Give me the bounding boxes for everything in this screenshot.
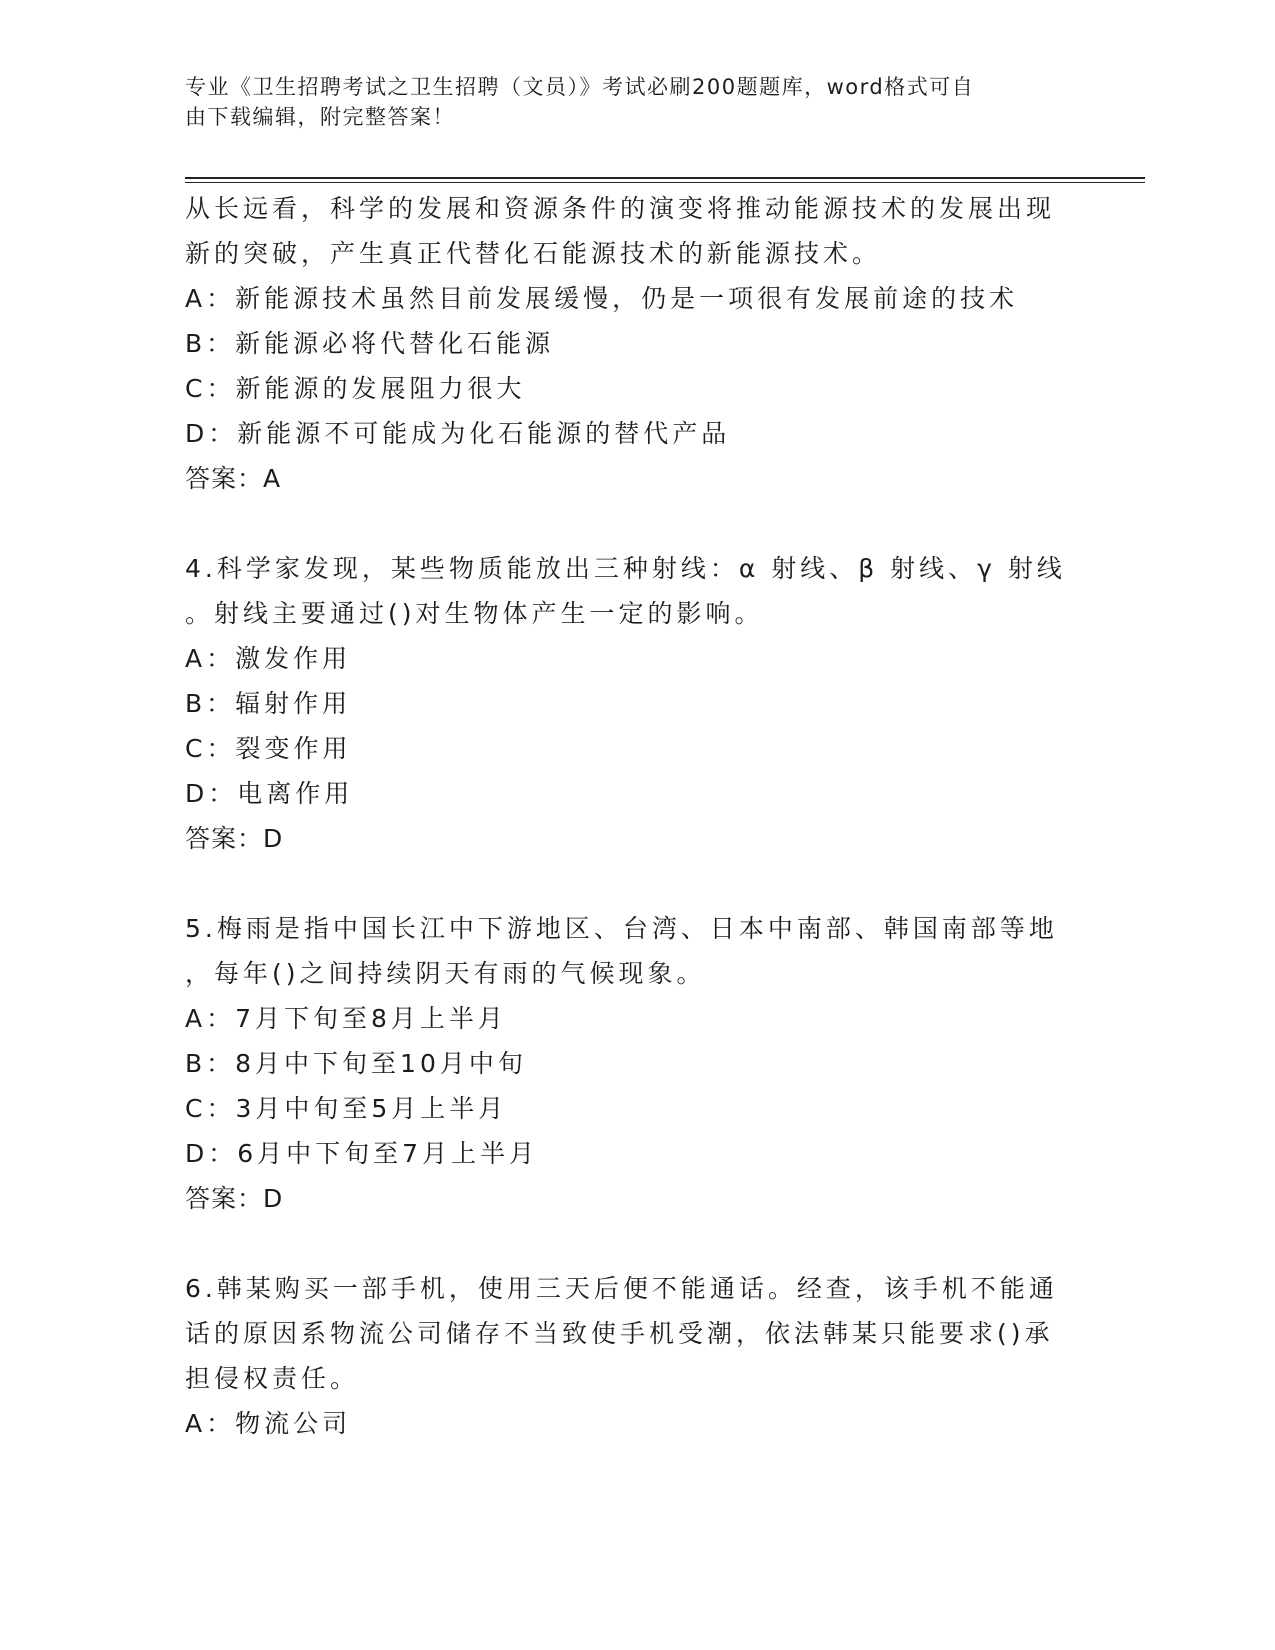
question-stem-line: 担侵权责任。 bbox=[185, 1364, 360, 1393]
answer-line: 答案：D bbox=[185, 1184, 284, 1213]
question-stem-line: ，每年()之间持续阴天有雨的气候现象。 bbox=[185, 959, 706, 988]
option-d: D：6月中下旬至7月上半月 bbox=[185, 1139, 539, 1168]
question-stem-line: 。射线主要通过()对生物体产生一定的影响。 bbox=[185, 599, 764, 628]
question-stem-line: 新的突破，产生真正代替化石能源技术的新能源技术。 bbox=[185, 239, 882, 268]
header-divider-thick bbox=[185, 177, 1145, 179]
option-c: C：3月中旬至5月上半月 bbox=[185, 1094, 508, 1123]
header-line-1: 专业《卫生招聘考试之卫生招聘（文员）》考试必刷200题题库，word格式可自 bbox=[185, 75, 975, 99]
question-stem-line: 6.韩某购买一部手机，使用三天后便不能通话。经查，该手机不能通 bbox=[185, 1274, 1058, 1303]
option-b: B：8月中下旬至10月中旬 bbox=[185, 1049, 527, 1078]
answer-line: 答案：A bbox=[185, 464, 282, 493]
question-stem-line: 4.科学家发现，某些物质能放出三种射线：α 射线、β 射线、γ 射线 bbox=[185, 554, 1066, 583]
option-a: A：激发作用 bbox=[185, 644, 352, 673]
option-d: D：电离作用 bbox=[185, 779, 354, 808]
question-stem-line: 从长远看，科学的发展和资源条件的演变将推动能源技术的发展出现 bbox=[185, 194, 1056, 223]
question-gap bbox=[185, 1221, 1085, 1266]
question-5 bbox=[185, 906, 1085, 1221]
question-list bbox=[185, 186, 1085, 1446]
header-line-2: 由下载编辑，附完整答案！ bbox=[185, 105, 455, 129]
question-3 bbox=[185, 186, 1085, 501]
document-header bbox=[185, 72, 1065, 132]
question-stem-line: 5.梅雨是指中国长江中下游地区、台湾、日本中南部、韩国南部等地 bbox=[185, 914, 1058, 943]
question-4 bbox=[185, 546, 1085, 861]
option-c: C：新能源的发展阻力很大 bbox=[185, 374, 526, 403]
question-6 bbox=[185, 1266, 1085, 1446]
option-b: B：辐射作用 bbox=[185, 689, 352, 718]
option-d: D：新能源不可能成为化石能源的替代产品 bbox=[185, 419, 731, 448]
header-divider-thin bbox=[185, 182, 1145, 183]
option-a: A：新能源技术虽然目前发展缓慢，仍是一项很有发展前途的技术 bbox=[185, 284, 1019, 313]
answer-line: 答案：D bbox=[185, 824, 284, 853]
option-a: A：7月下旬至8月上半月 bbox=[185, 1004, 507, 1033]
question-gap bbox=[185, 501, 1085, 546]
option-a: A：物流公司 bbox=[185, 1409, 352, 1438]
option-b: B：新能源必将代替化石能源 bbox=[185, 329, 555, 358]
question-stem-line: 话的原因系物流公司储存不当致使手机受潮，依法韩某只能要求()承 bbox=[185, 1319, 1054, 1348]
question-gap bbox=[185, 861, 1085, 906]
option-c: C：裂变作用 bbox=[185, 734, 352, 763]
